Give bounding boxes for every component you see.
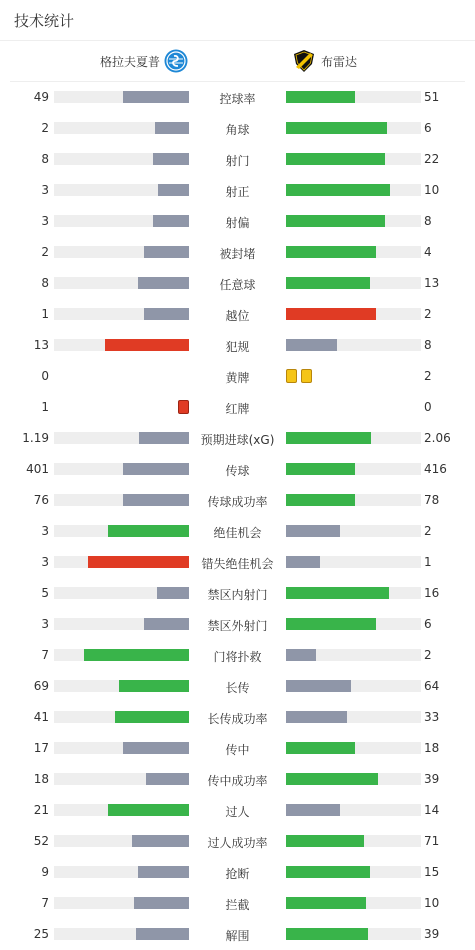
away-stat-bar-fill [286,246,376,258]
stat-row [0,206,475,237]
away-stat-value: 1 [424,555,432,569]
home-stat-bar [54,122,189,134]
away-stat-bar-fill [286,587,389,599]
stat-row [0,578,475,609]
stat-row [0,516,475,547]
home-stat-bar [54,308,189,320]
away-stat-bar [286,556,421,568]
home-stat-bar-fill [132,835,189,847]
home-stat-bar-fill [157,587,189,599]
home-stat-bar-fill [138,866,189,878]
stat-label: 传球成功率 [207,495,268,509]
stat-row [0,268,475,299]
home-stat-bar-fill [105,339,189,351]
home-team-name: 格拉夫夏普 [99,54,160,69]
home-stat-value: 21 [33,803,49,817]
home-stat-bar [54,525,189,537]
away-team-name: 布雷达 [321,54,358,69]
stat-label: 射偏 [225,216,250,230]
away-cards [286,369,312,383]
home-stat-bar-fill [123,463,189,475]
away-stat-bar-fill [286,525,340,537]
stat-label: 门将扑救 [213,650,262,664]
away-stat-bar-fill [286,215,385,227]
home-stat-bar [54,742,189,754]
yellow-card-icon [286,369,297,383]
away-stat-value: 33 [424,710,440,724]
home-stat-value: 2 [41,121,49,135]
home-stat-bar-fill [139,432,189,444]
home-stat-value: 2 [41,245,49,259]
stat-row [0,888,475,919]
stat-label: 禁区内射门 [207,588,268,602]
stat-label: 过人成功率 [207,836,268,850]
stat-label: 绝佳机会 [213,526,262,540]
nac-breda-logo-icon [292,49,316,73]
home-stat-bar [54,587,189,599]
home-stat-bar-fill [108,525,189,537]
stat-label: 过人 [225,805,250,819]
away-stat-bar [286,742,421,754]
home-stat-bar [54,215,189,227]
away-stat-bar [286,184,421,196]
home-stat-bar [54,494,189,506]
away-stat-bar [286,866,421,878]
home-stat-bar-fill [153,215,189,227]
away-stat-value: 51 [424,90,440,104]
home-stat-bar-fill [146,773,189,785]
away-stat-bar-fill [286,835,364,847]
away-stat-bar-fill [286,184,390,196]
stat-label: 控球率 [219,92,256,106]
away-stat-bar-fill [286,122,387,134]
stat-row [0,795,475,826]
home-stat-bar-fill [155,122,189,134]
away-stat-value: 2 [424,307,432,321]
home-stat-bar [54,680,189,692]
home-stat-bar [54,835,189,847]
home-stat-bar-fill [123,742,189,754]
away-stat-value: 10 [424,896,440,910]
stat-row [0,671,475,702]
home-stat-bar-fill [144,246,189,258]
away-stat-value: 71 [424,834,440,848]
away-stat-value: 13 [424,276,440,290]
home-stat-value: 41 [33,710,49,724]
away-stat-value: 6 [424,121,432,135]
home-stat-bar-fill [123,494,189,506]
stat-row [0,423,475,454]
home-stat-value: 3 [41,183,49,197]
stat-row [0,919,475,950]
stat-label: 传球 [225,464,250,478]
stat-row [0,640,475,671]
away-stat-bar [286,835,421,847]
home-stat-value: 401 [26,462,49,476]
home-stat-bar-fill [144,618,189,630]
away-stat-bar-fill [286,804,340,816]
stat-row [0,764,475,795]
stat-row [0,547,475,578]
red-card-icon [178,400,189,414]
stat-label: 黄牌 [225,371,250,385]
stat-label: 犯规 [225,340,250,354]
stat-label: 角球 [225,123,250,137]
away-stat-bar-fill [286,618,376,630]
stat-row [0,454,475,485]
home-stat-bar [54,711,189,723]
away-stat-value: 64 [424,679,440,693]
teams-row [10,41,465,82]
away-stat-bar-fill [286,432,371,444]
home-stat-value: 25 [33,927,49,941]
away-stat-bar-fill [286,91,355,103]
home-stat-bar-fill [134,897,189,909]
away-stat-bar [286,91,421,103]
away-stat-bar [286,215,421,227]
away-stat-bar-fill [286,742,355,754]
away-stat-bar-fill [286,649,316,661]
away-stat-bar [286,587,421,599]
stat-label: 任意球 [219,278,256,292]
home-stat-value: 49 [33,90,49,104]
away-stat-bar-fill [286,339,337,351]
home-stat-bar [54,866,189,878]
stat-label: 抢断 [225,867,250,881]
home-stat-value: 7 [41,648,49,662]
away-stat-value: 22 [424,152,440,166]
away-stat-value: 2 [424,524,432,538]
away-stat-value: 18 [424,741,440,755]
away-stat-bar [286,153,421,165]
away-stat-bar [286,804,421,816]
away-stat-value: 14 [424,803,440,817]
home-stat-value: 3 [41,214,49,228]
home-stat-bar-fill [108,804,189,816]
stat-row [0,733,475,764]
home-stat-value: 76 [33,493,49,507]
home-team[interactable] [100,49,188,73]
away-stat-bar [286,773,421,785]
home-stat-bar-fill [158,184,189,196]
stat-label: 红牌 [225,402,250,416]
home-stat-bar-fill [138,277,189,289]
stat-label: 越位 [225,309,250,323]
home-cards [178,400,189,414]
home-stat-bar [54,339,189,351]
stat-row [0,299,475,330]
home-stat-bar-fill [88,556,189,568]
home-stat-bar [54,928,189,940]
stat-row [0,826,475,857]
home-stat-value: 1.19 [22,431,49,445]
away-stat-value: 39 [424,772,440,786]
stats-header [0,0,475,41]
away-stat-bar [286,308,421,320]
away-stat-value: 6 [424,617,432,631]
home-stat-bar [54,773,189,785]
home-stat-bar [54,556,189,568]
home-stat-bar [54,246,189,258]
away-stat-bar-fill [286,153,385,165]
home-stat-value: 8 [41,276,49,290]
away-stat-bar-fill [286,277,370,289]
home-stat-value: 3 [41,555,49,569]
stat-row [0,237,475,268]
home-stat-value: 8 [41,152,49,166]
home-stat-value: 69 [33,679,49,693]
home-stat-bar-fill [144,308,189,320]
stat-row [0,113,475,144]
away-stat-bar-fill [286,308,376,320]
away-stat-bar [286,649,421,661]
stat-row [0,392,475,423]
home-stat-bar [54,153,189,165]
home-stat-bar [54,897,189,909]
away-stat-value: 8 [424,338,432,352]
yellow-card-icon [301,369,312,383]
away-stat-bar-fill [286,773,378,785]
away-stat-bar [286,525,421,537]
away-stat-bar-fill [286,866,370,878]
away-stat-bar-fill [286,897,366,909]
stat-row [0,702,475,733]
away-stat-bar [286,432,421,444]
away-team[interactable] [292,49,357,73]
de-graafschap-logo-icon [164,49,188,73]
away-stat-bar-fill [286,463,355,475]
home-stat-value: 17 [33,741,49,755]
stat-label: 长传成功率 [207,712,268,726]
home-stat-bar-fill [115,711,189,723]
stat-label: 拦截 [225,898,250,912]
home-stat-bar-fill [123,91,189,103]
away-stat-bar [286,122,421,134]
stat-row [0,857,475,888]
away-stat-value: 2 [424,648,432,662]
home-stat-bar-fill [84,649,189,661]
home-stat-bar [54,91,189,103]
away-stat-value: 10 [424,183,440,197]
stat-row [0,361,475,392]
away-stat-value: 2 [424,369,432,383]
away-stat-value: 39 [424,927,440,941]
home-stat-value: 7 [41,896,49,910]
stat-label: 传中成功率 [207,774,268,788]
home-stat-value: 52 [33,834,49,848]
home-stat-bar-fill [136,928,189,940]
stats-list [0,82,475,950]
stat-row [0,330,475,361]
home-stat-value: 5 [41,586,49,600]
away-stat-bar-fill [286,556,320,568]
away-stat-value: 15 [424,865,440,879]
stat-row [0,175,475,206]
home-stat-bar [54,277,189,289]
home-stat-bar [54,463,189,475]
home-stat-bar [54,432,189,444]
away-stat-value: 78 [424,493,440,507]
home-stat-bar [54,649,189,661]
away-stat-bar [286,618,421,630]
home-stat-value: 1 [41,400,49,414]
away-stat-value: 0 [424,400,432,414]
home-stat-value: 9 [41,865,49,879]
away-stat-bar [286,339,421,351]
home-stat-value: 3 [41,617,49,631]
stat-row [0,485,475,516]
stat-label: 预期进球(xG) [200,433,275,447]
home-stat-value: 18 [33,772,49,786]
stat-label: 传中 [225,743,250,757]
away-stat-value: 16 [424,586,440,600]
away-stat-bar [286,246,421,258]
section-title: 技术统计 [14,12,75,30]
home-stat-bar [54,184,189,196]
home-stat-bar-fill [153,153,189,165]
away-stat-bar [286,897,421,909]
away-stat-bar-fill [286,680,351,692]
away-stat-bar [286,463,421,475]
home-stat-bar-fill [119,680,189,692]
stat-row [0,609,475,640]
stat-row [0,144,475,175]
away-stat-bar-fill [286,711,347,723]
home-stat-bar [54,804,189,816]
stat-label: 被封堵 [219,247,256,261]
away-stat-value: 2.06 [424,431,451,445]
away-stat-bar [286,680,421,692]
stat-label: 错失绝佳机会 [201,557,274,571]
away-stat-bar [286,711,421,723]
stat-label: 长传 [225,681,250,695]
away-stat-bar-fill [286,928,368,940]
home-stat-value: 1 [41,307,49,321]
home-stat-value: 3 [41,524,49,538]
home-stat-value: 0 [41,369,49,383]
away-stat-bar [286,928,421,940]
home-stat-value: 13 [33,338,49,352]
stat-label: 射门 [225,154,250,168]
away-stat-value: 416 [424,462,447,476]
stat-row [0,82,475,113]
stat-label: 射正 [225,185,250,199]
away-stat-bar [286,494,421,506]
stat-label: 解围 [225,929,250,943]
away-stat-value: 4 [424,245,432,259]
away-stat-bar-fill [286,494,355,506]
home-stat-bar [54,618,189,630]
away-stat-value: 8 [424,214,432,228]
stat-label: 禁区外射门 [207,619,268,633]
away-stat-bar [286,277,421,289]
